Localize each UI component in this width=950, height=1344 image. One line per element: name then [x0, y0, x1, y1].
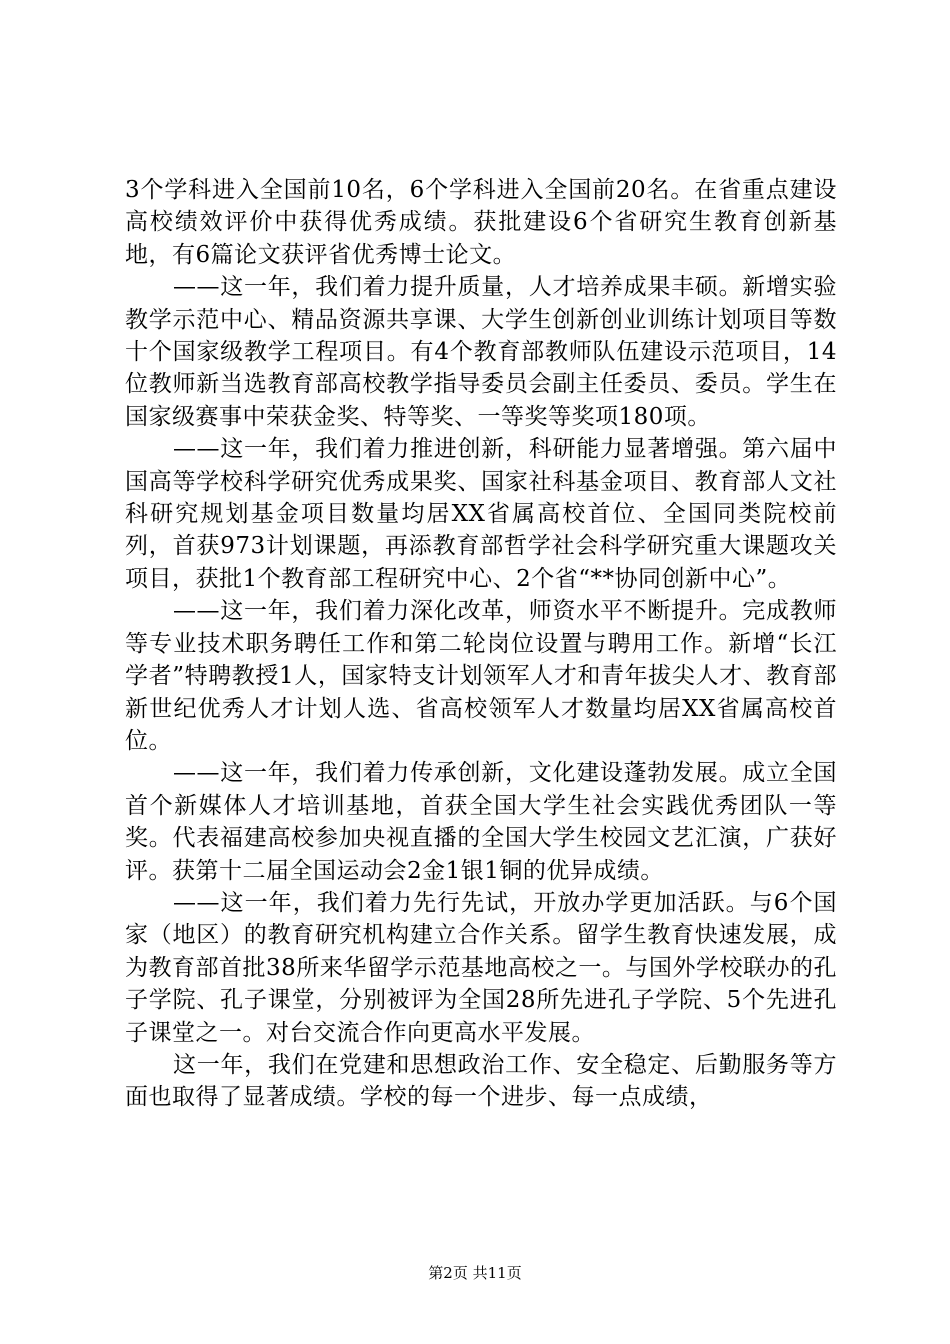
paragraph: ——这一年，我们着力传承创新，文化建设蓬勃发展。成立全国首个新媒体人才培训基地，首获全国大学生社会实践优秀团队一等奖。代表福建高校参加央视直播的全国大学生校园文艺汇演，广获好评。获第十二届全国运动会2金1银1铜的优异成绩。 — [125, 760, 837, 884]
page-number-footer: 第2页 共11页 — [428, 1264, 522, 1282]
paragraph: ——这一年，我们着力先行先试，开放办学更加活跃。与6个国家（地区）的教育研究机构建立合作关系。留学生教育快速发展，成为教育部首批38所来华留学示范基地高校之一。与国外学校联办的孔子学院、孔子课堂，分别被评为全国28所先进孔子学院、5个先进孔子课堂之一。对台交流合作向更高水平发展。 — [125, 889, 837, 1046]
document-body — [125, 174, 837, 1114]
paragraph: 这一年，我们在党建和思想政治工作、安全稳定、后勤服务等方面也取得了显著成绩。学校的每一个进步、每一点成绩， — [125, 1051, 837, 1111]
paragraph: 3个学科进入全国前10名，6个学科进入全国前20名。在省重点建设高校绩效评价中获得优秀成绩。获批建设6个省研究生教育创新基地，有6篇论文获评省优秀博士论文。 — [125, 177, 837, 268]
paragraph: ——这一年，我们着力提升质量，人才培养成果丰硕。新增实验教学示范中心、精品资源共享课、大学生创新创业训练计划项目等数十个国家级教学工程项目。有4个教育部教师队伍建设示范项目，14位教师新当选教育部高校教学指导委员会副主任委员、委员。学生在国家级赛事中荣获金奖、特等奖、一等奖等奖项180项。 — [125, 274, 837, 430]
paragraph: ——这一年，我们着力推进创新，科研能力显著增强。第六届中国高等学校科学研究优秀成果奖、国家社科基金项目、教育部人文社科研究规划基金项目数量均居XX省属高校首位、全国同类院校前列，首获973计划课题，再添教育部哲学社会科学研究重大课题攻关项目，获批1个教育部工程研究中心、2个省“**协同创新中心”。 — [125, 436, 837, 592]
paragraph: ——这一年，我们着力深化改革，师资水平不断提升。完成教师等专业技术职务聘任工作和第二轮岗位设置与聘用工作。新增“长江学者”特聘教授1人，国家特支计划领军人才和青年拔尖人才、教育部新世纪优秀人才计划人选、省高校领军人才数量均居XX省属高校首位。 — [125, 598, 837, 754]
